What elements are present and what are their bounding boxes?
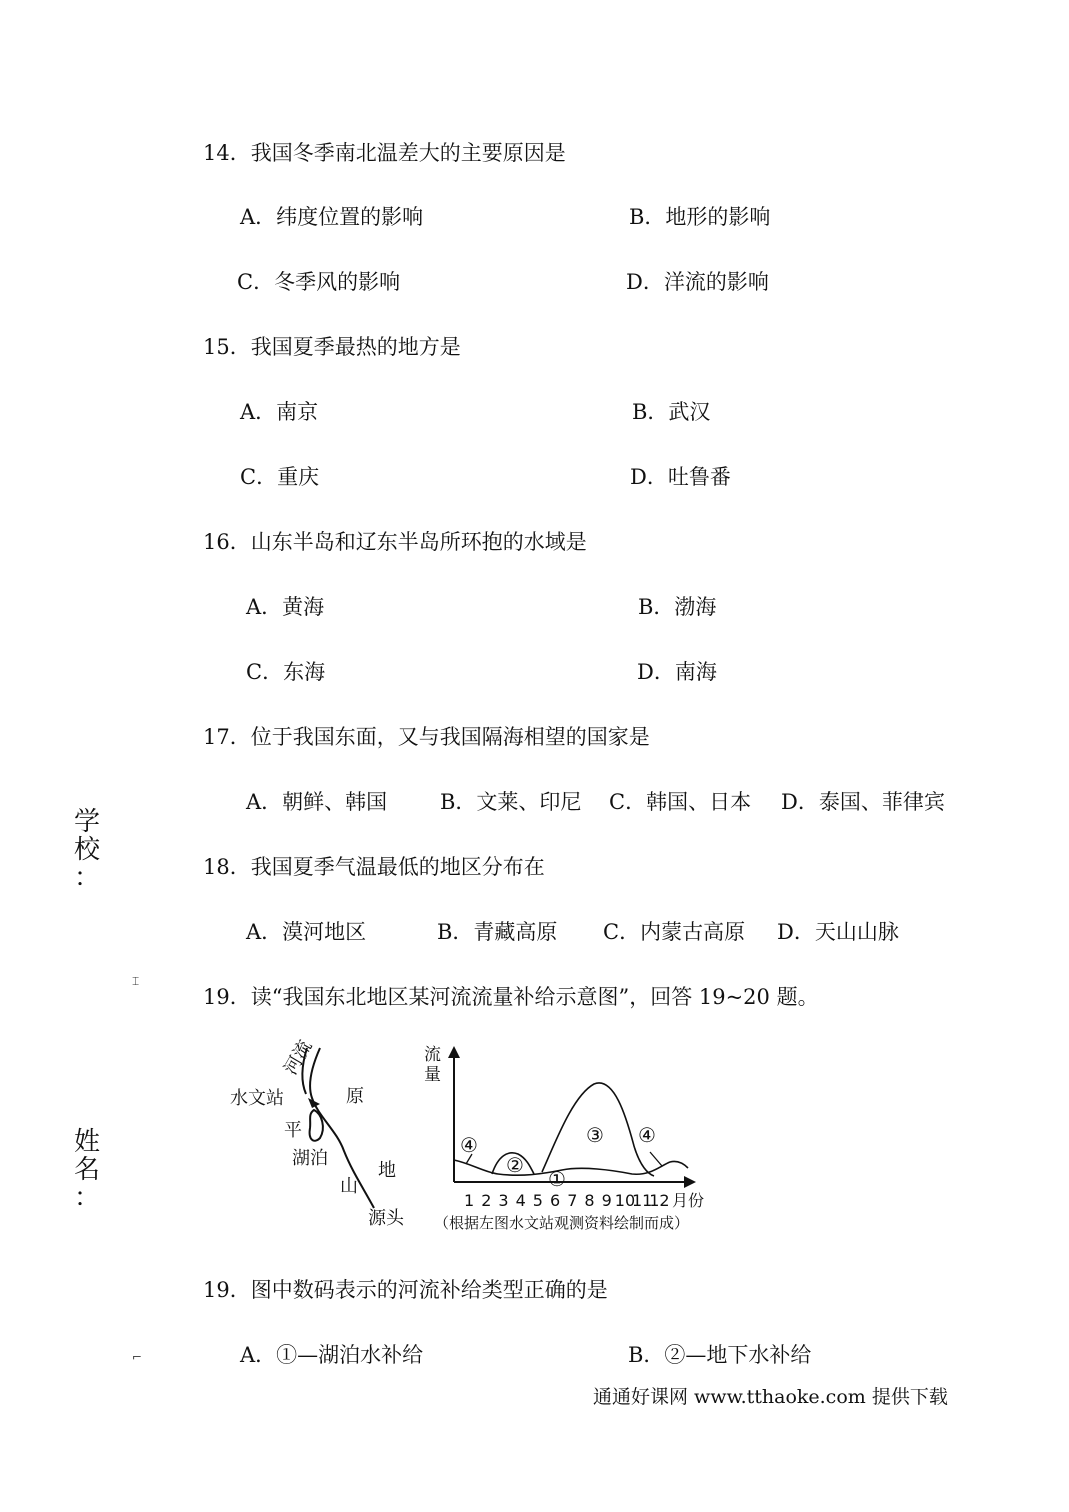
- q18-option-d: D．天山山脉: [777, 920, 899, 944]
- map-label-source: 源头: [368, 1208, 404, 1229]
- question-19-intro: 19．读“我国东北地区某河流流量补给示意图”，回答 19~20 题。: [203, 985, 819, 1009]
- q17-option-a: A．朝鲜、韩国: [246, 790, 388, 814]
- q18-option-b: B．青藏高原: [437, 920, 558, 944]
- binding-mark: ⌶: [132, 974, 140, 988]
- month-tick-4: 4: [515, 1191, 526, 1210]
- map-label-mountain-1: 地: [378, 1160, 396, 1181]
- question-16-stem: 16．山东半岛和辽东半岛所环抱的水域是: [203, 530, 587, 554]
- month-tick-5: 5: [532, 1191, 543, 1210]
- q15-option-d: D．吐鲁番: [630, 465, 731, 489]
- marker-2: ②: [506, 1153, 524, 1177]
- q18-option-a: A．漠河地区: [246, 920, 367, 944]
- marker-1: ①: [548, 1167, 566, 1191]
- q15-option-a: A．南京: [240, 400, 319, 424]
- x-axis-arrow: [684, 1176, 696, 1188]
- chart-ylabel-2: 量: [424, 1065, 441, 1085]
- chart-xlabel: 月份: [672, 1191, 705, 1210]
- q17-option-c: C．韩国、日本: [609, 790, 752, 814]
- q14-option-c: C．冬季风的影响: [237, 270, 401, 294]
- q16-option-a: A．黄海: [246, 595, 325, 619]
- river-map: [230, 1037, 405, 1229]
- q19-option-a: A．①—湖泊水补给: [240, 1343, 424, 1367]
- month-tick-12: 12: [649, 1191, 670, 1210]
- q16-option-b: B．渤海: [638, 595, 717, 619]
- q14-option-d: D．洋流的影响: [626, 270, 769, 294]
- question-18-stem: 18．我国夏季气温最低的地区分布在: [203, 855, 545, 879]
- q18-option-c: C．内蒙古高原: [603, 920, 746, 944]
- q14-option-b: B．地形的影响: [629, 205, 771, 229]
- month-tick-labels: [464, 1191, 670, 1210]
- chart-ylabel-1: 流: [424, 1045, 441, 1065]
- chart-caption: （根据左图水文站观测资料绘制而成）: [434, 1214, 690, 1232]
- month-tick-1: 1: [464, 1191, 475, 1210]
- question-17-stem: 17．位于我国东面，又与我国隔海相望的国家是: [203, 725, 650, 749]
- month-tick-8: 8: [584, 1191, 595, 1210]
- map-label-lake: 湖泊: [292, 1148, 328, 1169]
- y-axis-arrow: [448, 1046, 460, 1058]
- month-tick-10: 10: [614, 1191, 636, 1210]
- marker-4-left: ④: [460, 1133, 478, 1157]
- footer-source: 通通好课网 www.tthaoke.com 提供下载: [593, 1386, 948, 1408]
- q14-option-a: A．纬度位置的影响: [240, 205, 424, 229]
- map-label-plain-1: 原: [346, 1086, 364, 1107]
- map-label-mountain-2: 山: [340, 1176, 358, 1197]
- q15-option-c: C．重庆: [240, 465, 320, 489]
- month-tick-6: 6: [550, 1191, 561, 1210]
- question-15-stem: 15．我国夏季最热的地方是: [203, 335, 461, 359]
- discharge-chart: [424, 1045, 704, 1232]
- school-label: 学 校 ：: [73, 807, 100, 893]
- marker-3: ③: [586, 1123, 604, 1147]
- q19-option-b: B．②—地下水补给: [628, 1343, 812, 1367]
- marker-4-right: ④: [638, 1123, 656, 1147]
- map-label-river: 河流: [280, 1036, 317, 1079]
- q16-option-c: C．东海: [246, 660, 326, 684]
- question-19-stem: 19．图中数码表示的河流补给类型正确的是: [203, 1278, 608, 1302]
- month-tick-2: 2: [481, 1191, 492, 1210]
- river-discharge-figure: [222, 1036, 762, 1256]
- month-tick-11: 11: [632, 1191, 653, 1210]
- baseflow-curve: [454, 1160, 688, 1175]
- q15-option-b: B．武汉: [632, 400, 711, 424]
- map-label-plain-2: 平: [284, 1120, 302, 1141]
- binding-corner-mark: ⌐: [132, 1350, 143, 1364]
- name-label: 姓 名 ：: [73, 1127, 100, 1213]
- question-14-stem: 14．我国冬季南北温差大的主要原因是: [203, 141, 566, 165]
- month-tick-9: 9: [601, 1191, 612, 1210]
- q16-option-d: D．南海: [637, 660, 717, 684]
- month-tick-7: 7: [567, 1191, 578, 1210]
- map-label-station: 水文站: [230, 1088, 284, 1109]
- month-tick-3: 3: [498, 1191, 509, 1210]
- q17-option-d: D．泰国、菲律宾: [781, 790, 945, 814]
- q17-option-b: B．文莱、印尼: [440, 790, 582, 814]
